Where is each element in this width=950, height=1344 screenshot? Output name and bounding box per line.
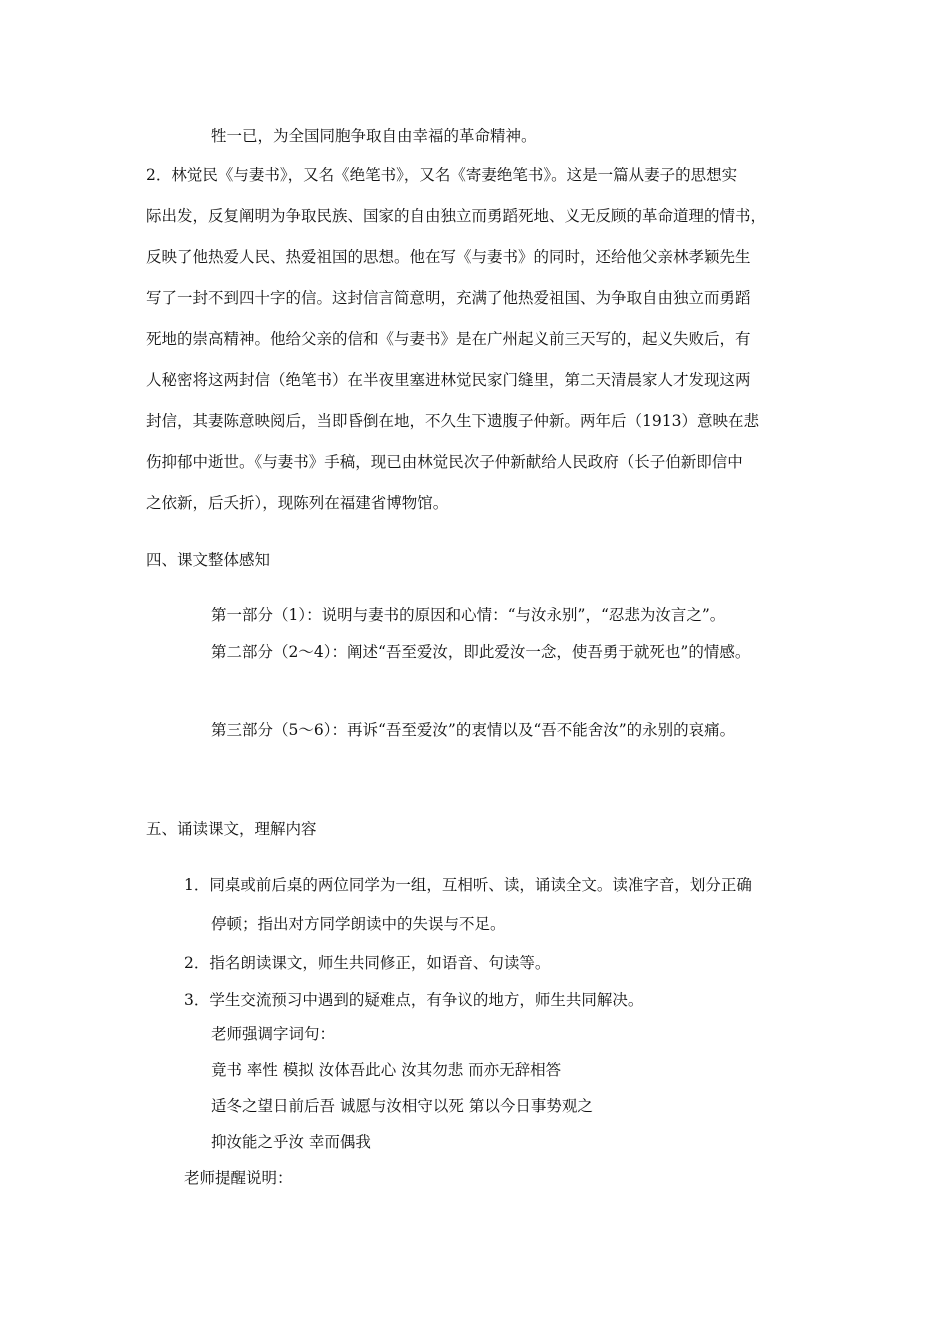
section5-heading: 五、诵读课文，理解内容 <box>146 820 317 838</box>
para2-line-3: 反映了他热爱人民、热爱祖国的思想。他在写《与妻书》的同时，还给他父亲林孝颖先生 <box>146 248 751 266</box>
para2-line-8: 伤抑郁中逝世。《与妻书》手稿，现已由林觉民次子仲新献给人民政府（长子伯新即信中 <box>146 453 743 471</box>
section5-item1-line1: 1．同桌或前后桌的两位同学为一组，互相听、读，诵读全文。读准字音，划分正确 <box>184 876 752 894</box>
para2-line-7: 封信，其妻陈意映阅后，当即昏倒在地，不久生下遗腹子仲新。两年后（1913）意映在悲 <box>146 412 759 430</box>
para2-line-5: 死地的崇高精神。他给父亲的信和《与妻书》是在广州起义前三天写的，起义失败后，有 <box>146 330 751 348</box>
words-line-3: 抑汝能之乎汝 幸而偶我 <box>211 1133 371 1151</box>
section4-part2: 第二部分（2～4）：阐述“吾至爱汝，即此爱汝一念，使吾勇于就死也”的情感。 <box>211 643 751 661</box>
teacher-emphasis-label: 老师强调字词句： <box>211 1025 336 1043</box>
section5-item3: 3．学生交流预习中遇到的疑难点，有争议的地方，师生共同解决。 <box>184 991 644 1009</box>
para2-line-4: 写了一封不到四十字的信。这封信言简意明，充满了他热爱祖国、为争取自由独立而勇蹈 <box>146 289 751 307</box>
section4-heading: 四、课文整体感知 <box>146 551 271 569</box>
section4-part3: 第三部分（5～6）：再诉“吾至爱汝”的衷情以及“吾不能舍汝”的永别的哀痛。 <box>211 721 736 739</box>
para2-line-9: 之依新，后夭折），现陈列在福建省博物馆。 <box>146 494 449 512</box>
section5-item1-line2: 停顿；指出对方同学朗读中的失误与不足。 <box>211 915 506 933</box>
words-line-1: 竟书 率性 模拟 汝体吾此心 汝其勿悲 而亦无辞相答 <box>211 1061 562 1079</box>
para2-line-6: 人秘密将这两封信（绝笔书）在半夜里塞进林觉民家门缝里，第二天清晨家人才发现这两 <box>146 371 751 389</box>
para2-line-2: 际出发，反复阐明为争取民族、国家的自由独立而勇蹈死地、义无反顾的革命道理的情书， <box>146 207 767 225</box>
intro-tail-line: 牲一已，为全国同胞争取自由幸福的革命精神。 <box>211 127 537 145</box>
section4-part1: 第一部分（1）：说明与妻书的原因和心情：“与汝永别”，“忍悲为汝言之”。 <box>211 606 726 624</box>
para2-line-1: 2．林觉民《与妻书》，又名《绝笔书》，又名《寄妻绝笔书》。这是一篇从妻子的思想实 <box>146 166 738 184</box>
words-line-2: 适冬之望日前后吾 诚愿与汝相守以死 第以今日事势观之 <box>211 1097 593 1115</box>
teacher-reminder-label: 老师提醒说明： <box>184 1169 293 1187</box>
section5-item2: 2．指名朗读课文，师生共同修正，如语音、句读等。 <box>184 954 551 972</box>
